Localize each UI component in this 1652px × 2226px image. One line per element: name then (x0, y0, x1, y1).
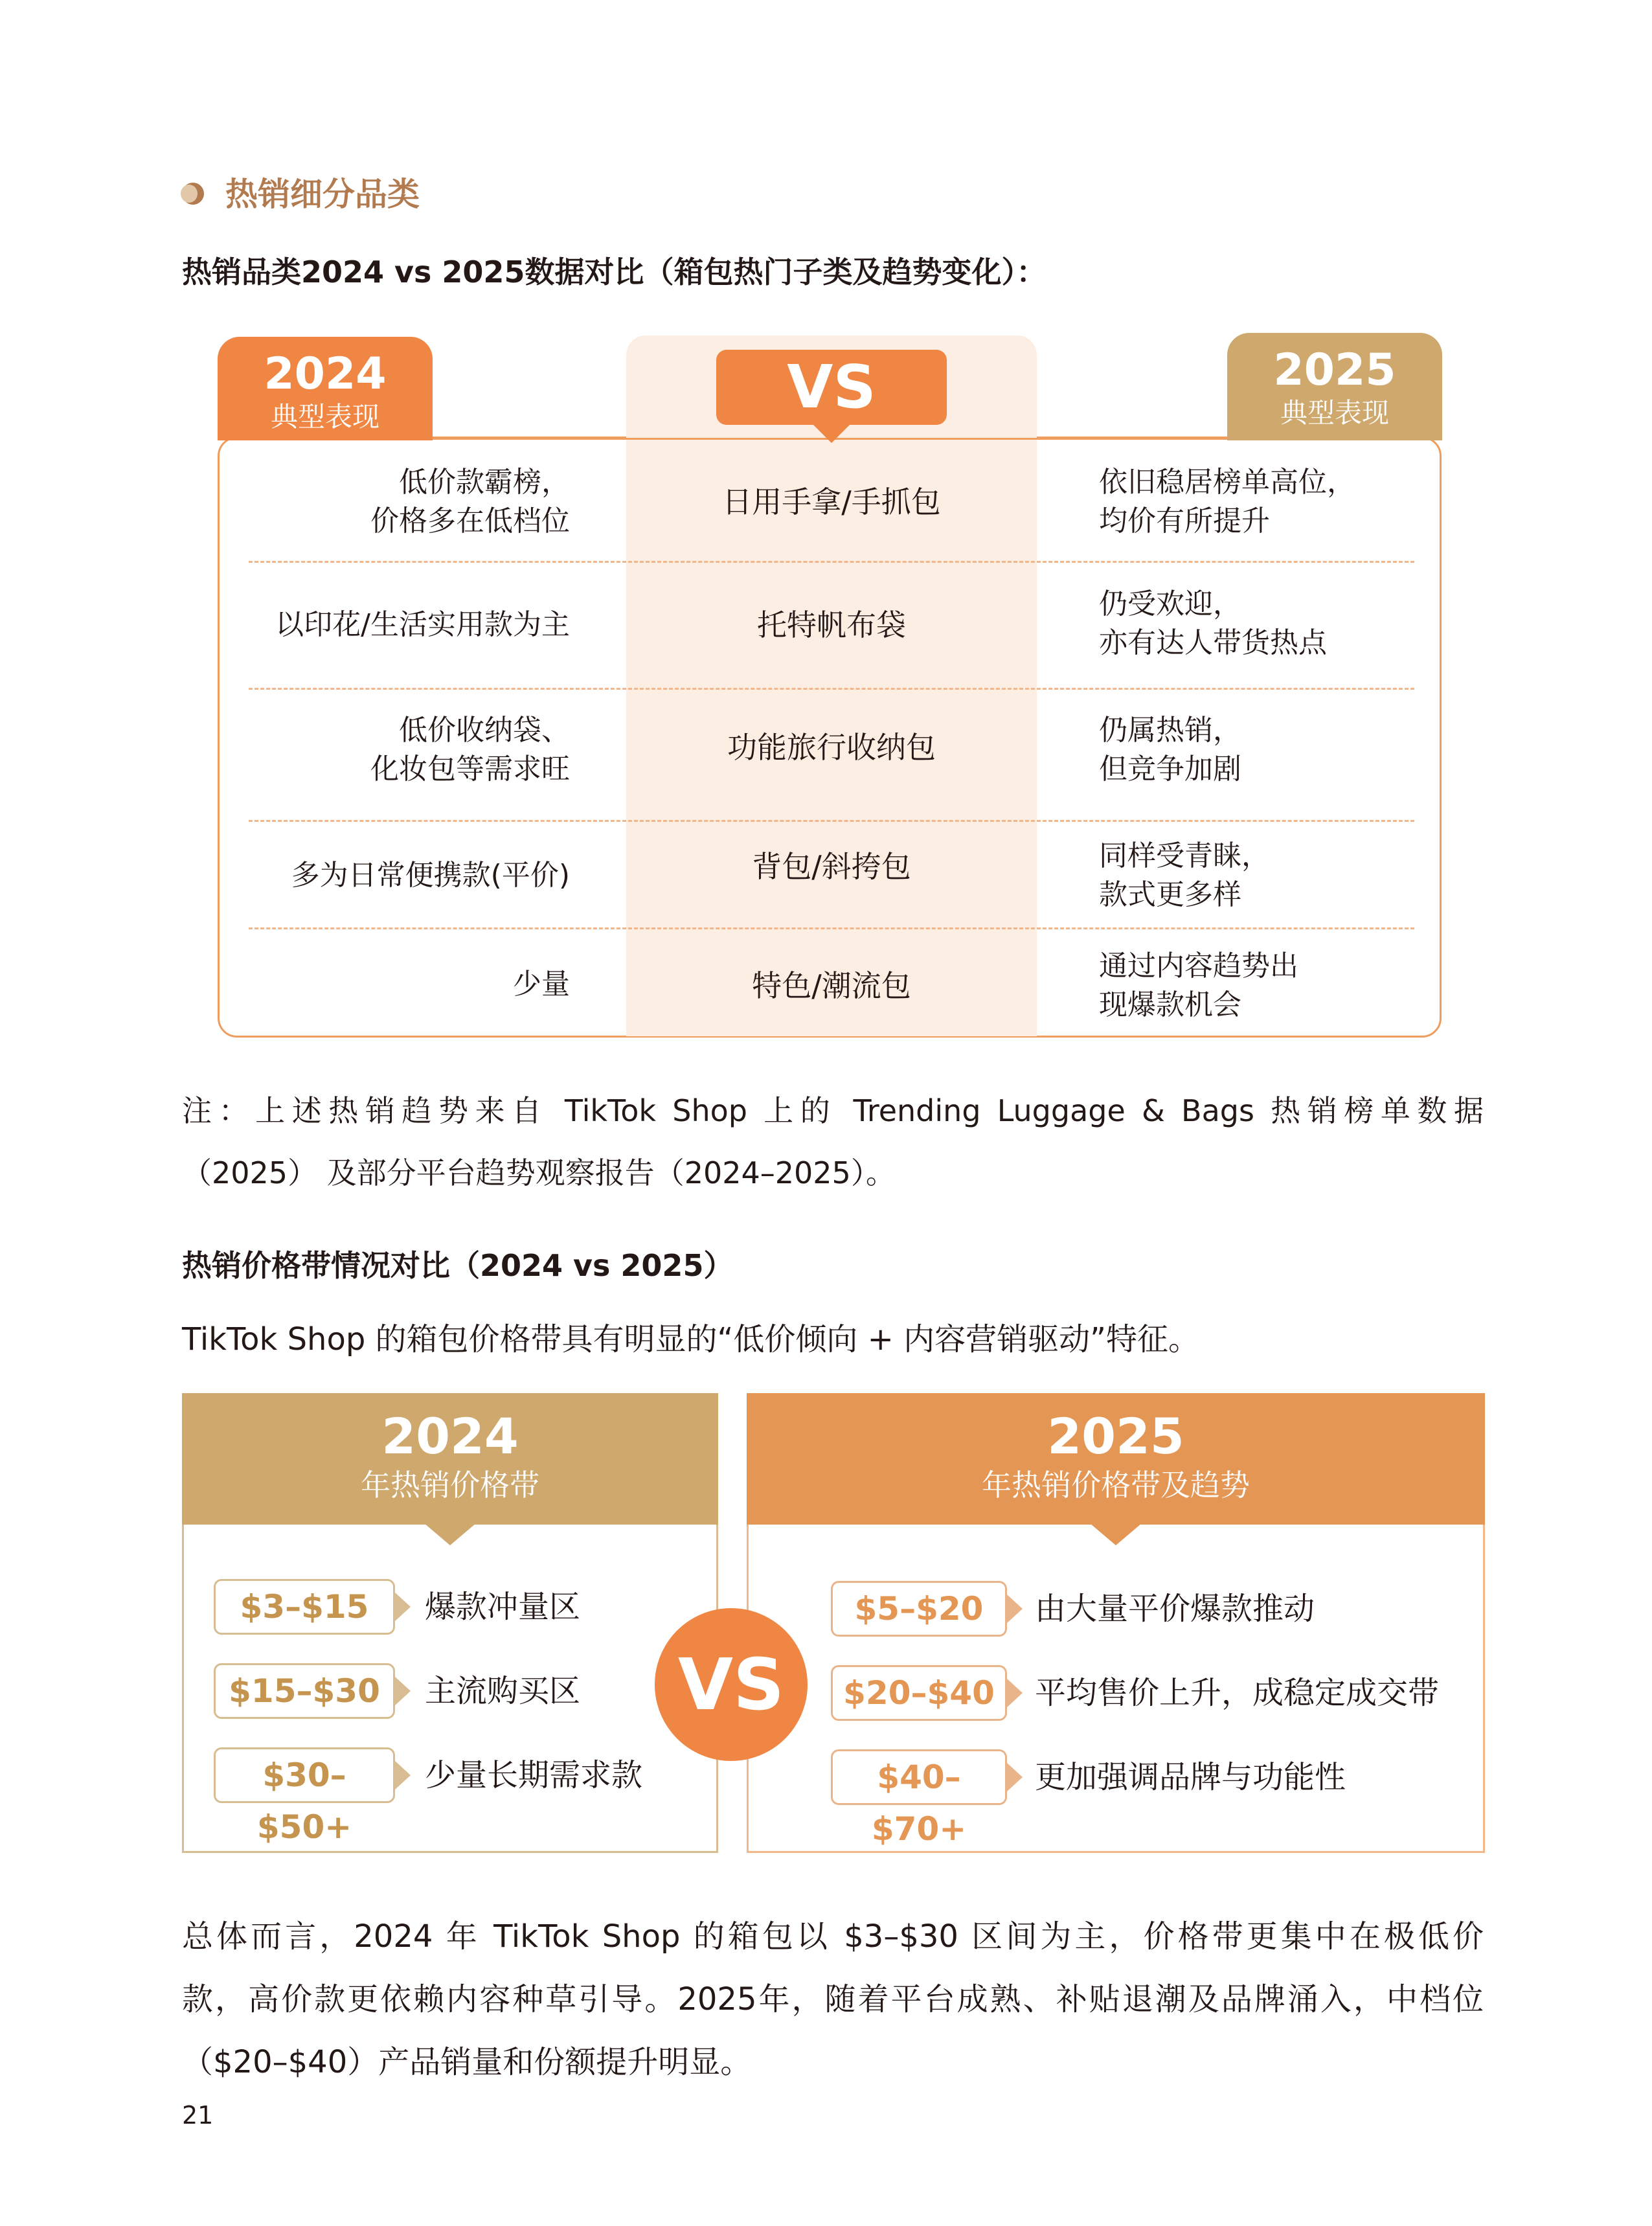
pill-pointer (1007, 1679, 1023, 1707)
row2-2025-line2: 亦有达人带货热点 (1099, 626, 1327, 659)
price-2024-year: 2024 (381, 1407, 519, 1465)
row2-2024-line1: 以印花/生活实用款为主 (275, 608, 570, 641)
tab-2025-label: 典型表现 (1280, 397, 1389, 429)
table1-heading: 热销品类2024 vs 2025数据对比（箱包热门子类及趋势变化）： (182, 255, 1047, 290)
price-header-2024-pointer (424, 1523, 476, 1545)
row3-2025-line1: 仍属热销， (1099, 714, 1241, 747)
row3-category: 功能旅行收纳包 (727, 730, 936, 765)
row3-2025-line2: 但竞争加剧 (1099, 753, 1241, 786)
price-desc-2025-3: 更加强调品牌与功能性 (1035, 1759, 1346, 1795)
price-2025-year: 2025 (1047, 1407, 1184, 1465)
row1-2024-line1: 低价款霸榜， (399, 466, 570, 499)
price-2024-label: 年热销价格带 (361, 1468, 539, 1503)
row1-2024 (246, 463, 570, 541)
tab-2024-label: 典型表现 (270, 401, 379, 433)
row1-2025 (1099, 463, 1423, 541)
tab-2024 (218, 337, 433, 440)
price-range-2024-2: $15–$30 (214, 1663, 395, 1719)
row4-2024 (246, 856, 570, 895)
price-desc-2025-2: 平均售价上升，成稳定成交带 (1035, 1675, 1440, 1711)
vs-badge: VS (716, 350, 947, 425)
page-number: 21 (182, 2101, 214, 2129)
tab-2024-year: 2024 (264, 348, 387, 400)
row1-2024-line2: 价格多在低档位 (370, 505, 570, 538)
row4-2025-line1: 同样受青睐， (1099, 839, 1270, 872)
row1-2025-line1: 依旧稳居榜单高位， (1099, 466, 1355, 499)
price-range-2025-2: $20–$40 (831, 1665, 1007, 1721)
price-header-2025-pointer (1090, 1523, 1142, 1545)
row3-2025 (1099, 711, 1423, 789)
price-heading: 热销价格带情况对比（2024 vs 2025） (182, 1248, 734, 1283)
row-divider (249, 688, 1414, 690)
price-desc-2024-2: 主流购买区 (425, 1673, 581, 1709)
pill-pointer (1007, 1763, 1023, 1791)
row5-2025 (1099, 947, 1423, 1025)
row-divider (249, 927, 1414, 929)
vs-circle-badge: VS (655, 1608, 808, 1761)
price-range-2025-3: $40–$70+ (831, 1749, 1007, 1805)
price-header-2025 (747, 1393, 1485, 1525)
source-note (182, 1080, 1484, 1204)
row3-2024 (246, 711, 570, 789)
row5-2024 (246, 965, 570, 1004)
section-title: 热销细分品类 (225, 176, 420, 213)
row1-category: 日用手拿/手抓包 (722, 484, 941, 519)
row5-2025-line1: 通过内容趋势出 (1099, 949, 1298, 982)
pill-pointer (395, 1761, 411, 1789)
row-divider (249, 561, 1414, 563)
row2-2025 (1099, 585, 1423, 663)
row2-category: 托特帆布袋 (757, 608, 906, 642)
summary-line1: 总体而言，2024 年 TikTok Shop 的箱包以 $3–$30 区间为主，价格带更集中在极低价 (182, 1918, 1484, 1955)
row1-2025-line2: 均价有所提升 (1099, 505, 1270, 538)
summary-line3: （$20–$40）产品销量和份额提升明显。 (182, 2044, 752, 2080)
row3-2024-line1: 低价收纳袋、 (399, 714, 570, 747)
summary-line2: 款，高价款更依赖内容种草引导。2025年，随着平台成熟、补贴退潮及品牌涌入，中档位 (182, 1981, 1484, 2017)
pill-pointer (395, 1593, 411, 1621)
price-intro: TikTok Shop 的箱包价格带具有明显的“低价倾向 + 内容营销驱动”特征。 (182, 1321, 1200, 1357)
row3-2024-line2: 化妆包等需求旺 (370, 753, 570, 786)
row2-2025-line1: 仍受欢迎， (1099, 587, 1241, 620)
row2-2024 (246, 606, 570, 644)
source-note-line1: 注：上述热销趋势来自 TikTok Shop 上的 Trending Luggage & Bags 热销榜单数据 (182, 1093, 1484, 1128)
row4-2025-line2: 款式更多样 (1099, 878, 1241, 911)
vs-badge-pointer (812, 424, 851, 443)
price-desc-2025-1: 由大量平价爆款推动 (1035, 1591, 1315, 1627)
row-divider (249, 820, 1414, 822)
price-header-2024 (182, 1393, 718, 1525)
row4-2025 (1099, 837, 1423, 914)
tab-2025-year: 2025 (1273, 345, 1396, 396)
price-range-2025-1: $5–$20 (831, 1581, 1007, 1637)
row5-2024-line1: 少量 (513, 968, 570, 1001)
price-desc-2024-1: 爆款冲量区 (425, 1589, 581, 1625)
summary-paragraph (182, 1905, 1484, 2094)
row5-category: 特色/潮流包 (752, 968, 911, 1003)
tab-2025 (1227, 333, 1442, 440)
price-desc-2024-3: 少量长期需求款 (425, 1757, 643, 1793)
row4-2024-line1: 多为日常便携款(平价) (291, 859, 570, 892)
section-bullet-icon (182, 183, 204, 205)
row5-2025-line2: 现爆款机会 (1099, 988, 1241, 1021)
pill-pointer (395, 1677, 411, 1705)
pill-pointer (1007, 1595, 1023, 1623)
row4-category: 背包/斜挎包 (752, 849, 911, 884)
price-range-2024-1: $3–$15 (214, 1579, 395, 1635)
price-2025-label: 年热销价格带及趋势 (982, 1468, 1250, 1503)
price-range-2024-3: $30–$50+ (214, 1747, 395, 1803)
source-note-line2: （2025） 及部分平台趋势观察报告（2024–2025）。 (182, 1155, 896, 1190)
